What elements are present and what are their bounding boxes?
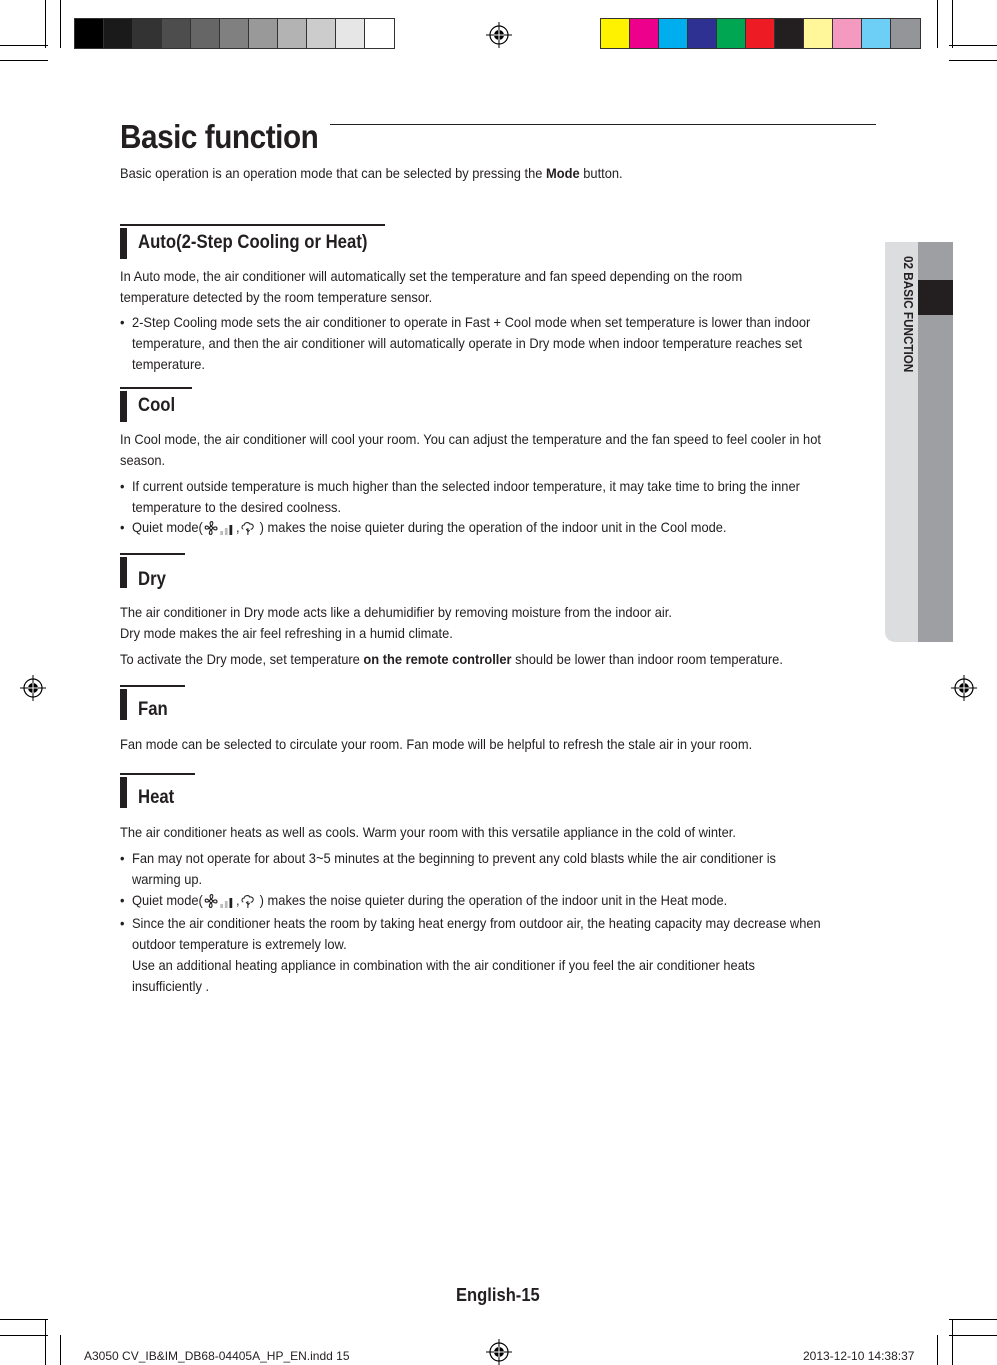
cool-bullet: • Quiet mode( , ) makes the noise quieter during the operation of the indoor unit in the Cool mode. xyxy=(120,519,727,535)
section-heading: Cool xyxy=(138,395,176,416)
color-swatch xyxy=(891,19,920,48)
heat-bullet-line: Use an additional heating appliance in combination with the air conditioner if you feel the air conditioner heats insufficiently . xyxy=(131,957,755,994)
crop-mark xyxy=(949,1335,997,1336)
side-tab-marker xyxy=(918,280,953,315)
section-heading: Auto(2-Step Cooling or Heat) xyxy=(138,232,368,253)
footer-file-info: A3050 CV_IB&IM_DB68-04405A_HP_EN.indd 15 xyxy=(84,1349,350,1363)
title-rule xyxy=(330,124,876,125)
color-swatch xyxy=(833,19,862,48)
color-swatch xyxy=(162,19,191,48)
heat-bullet: • Quiet mode( , ) makes the noise quieter during the operation of the indoor unit in the Heat mode. xyxy=(120,892,728,908)
color-swatch xyxy=(862,19,891,48)
registration-mark-icon xyxy=(486,1339,512,1365)
color-swatch xyxy=(191,19,220,48)
section-heading: Heat xyxy=(138,787,175,808)
section-heading: Fan xyxy=(138,699,168,720)
page-title: Basic function xyxy=(120,118,319,155)
color-swatch xyxy=(659,19,688,48)
color-swatch xyxy=(746,19,775,48)
cool-paragraph: In Cool mode, the air conditioner will cool your room. You can adjust the temperature and the fan speed to feel cooler in hot season. xyxy=(120,431,821,468)
color-swatch xyxy=(75,19,104,48)
side-tab-label: 02 BASIC FUNCTION xyxy=(901,256,916,373)
color-swatch xyxy=(104,19,133,48)
crop-mark xyxy=(45,0,46,48)
section-header-dry xyxy=(120,553,185,589)
crop-mark xyxy=(952,1320,953,1365)
fan-icon xyxy=(204,893,219,909)
color-swatch xyxy=(365,19,394,48)
registration-mark-icon xyxy=(20,675,46,701)
heat-paragraph: The air conditioner heats as well as cools. Warm your room with this versatile appliance in the cold of winter. xyxy=(120,824,736,840)
heat-bullet: • Since the air conditioner heats the room by taking heat energy from outdoor air, the heating capacity may decrease when outdoor temperature is extremely low. Use an additional heating appliance in combination with the air conditioner if you feel the air conditioner heats insufficiently . xyxy=(120,913,856,997)
section-header-auto xyxy=(120,224,385,260)
heat-bullet: • Fan may not operate for about 3~5 minutes at the beginning to prevent any cold blasts while the air conditioner is warming up. xyxy=(120,850,777,887)
dry-line: Dry mode makes the air feel refreshing in a humid climate. xyxy=(120,625,453,641)
crop-mark xyxy=(0,1335,48,1336)
fan-paragraph: Fan mode can be selected to circulate your room. Fan mode will be helpful to refresh the stale air in your room. xyxy=(120,736,753,752)
crop-mark xyxy=(949,1319,997,1320)
cool-bullet: • If current outside temperature is much higher than the selected indoor temperature, it may take time to bring the inner temperature to the desired coolness. xyxy=(120,478,800,515)
color-swatch xyxy=(775,19,804,48)
section-header-fan xyxy=(120,685,185,721)
fan-speed-bars-icon xyxy=(219,521,236,535)
grayscale-color-bar xyxy=(74,18,395,49)
dry-line: The air conditioner in Dry mode acts like a dehumidifier by removing moisture from the indoor air. xyxy=(120,604,672,620)
fan-speed-bars-icon xyxy=(219,894,236,908)
color-swatch xyxy=(249,19,278,48)
crop-mark xyxy=(949,60,997,61)
section-heading: Dry xyxy=(138,569,166,590)
color-swatch xyxy=(336,19,365,48)
page-number: English-15 xyxy=(456,1285,540,1305)
color-swatch xyxy=(630,19,659,48)
color-swatch xyxy=(220,19,249,48)
crop-mark xyxy=(952,0,953,48)
registration-mark-icon xyxy=(951,675,977,701)
color-swatch xyxy=(601,19,630,48)
crop-mark xyxy=(937,0,938,48)
crop-mark xyxy=(60,0,61,48)
crop-mark xyxy=(949,45,997,46)
crop-mark xyxy=(60,1335,61,1365)
crop-mark xyxy=(0,45,48,46)
color-swatch xyxy=(717,19,746,48)
footer-timestamp: 2013-12-10 14:38:37 xyxy=(803,1349,915,1363)
color-swatch xyxy=(804,19,833,48)
crop-mark xyxy=(937,1335,938,1365)
color-swatch xyxy=(278,19,307,48)
fan-icon xyxy=(204,520,219,536)
auto-bullet: • 2-Step Cooling mode sets the air conditioner to operate in Fast + Cool mode when set temperature is lower than indoor temperature, and then the air conditioner will automatically operate in Dry mode when indoor temperature reaches set temperature. xyxy=(120,314,811,372)
intro-text: Basic operation is an operation mode that can be selected by pressing the Mode button. xyxy=(120,165,623,181)
quiet-mode-icon xyxy=(240,520,255,536)
dry-line: To activate the Dry mode, set temperature on the remote controller should be lower than indoor room temperature. xyxy=(120,651,783,667)
quiet-mode-icon xyxy=(240,893,255,909)
section-header-cool xyxy=(120,387,192,423)
color-swatch xyxy=(133,19,162,48)
crop-mark xyxy=(45,1320,46,1365)
crop-mark xyxy=(0,1319,48,1320)
auto-paragraph: In Auto mode, the air conditioner will automatically set the temperature and fan speed depending on the room temperature detected by the room temperature sensor. xyxy=(120,268,743,305)
heat-bullet-line: Since the air conditioner heats the room by taking heat energy from outdoor air, the heating capacity may decrease when outdoor temperature is extremely low. xyxy=(131,915,821,952)
registration-mark-icon xyxy=(486,22,512,48)
color-swatch xyxy=(688,19,717,48)
section-header-heat xyxy=(120,773,195,809)
process-color-bar xyxy=(600,18,921,49)
crop-mark xyxy=(0,60,48,61)
color-swatch xyxy=(307,19,336,48)
